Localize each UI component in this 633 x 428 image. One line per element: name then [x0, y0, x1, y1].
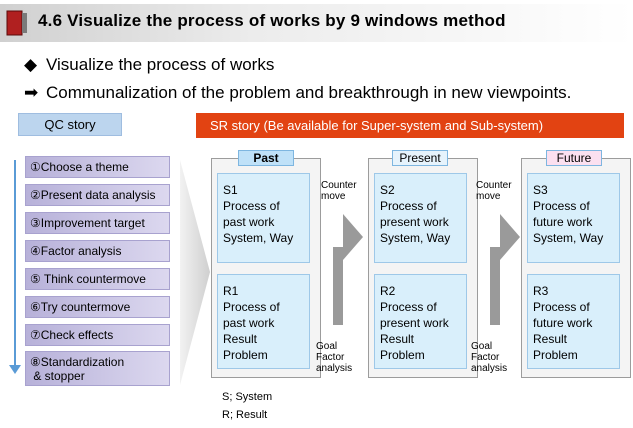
note-line: Counter	[321, 180, 357, 191]
note-line: move	[321, 191, 346, 202]
window-r1	[217, 274, 310, 369]
qc-step: ②Present data analysis	[25, 184, 170, 206]
column-title-future: Future	[546, 150, 602, 166]
note-line: Factor	[471, 352, 500, 363]
qc-step-line: & stopper	[30, 369, 85, 383]
column-title-past: Past	[238, 150, 294, 166]
qc-step: ⑤ Think countermove	[25, 268, 170, 290]
window-line: Process of	[223, 199, 280, 213]
window-id: S3	[533, 183, 548, 197]
window-line: past work	[223, 316, 275, 330]
goal-note	[316, 341, 352, 374]
qc-step: ①Choose a theme	[25, 156, 170, 178]
qc-step-standardization	[25, 351, 170, 386]
countermove-note	[476, 180, 512, 202]
note-line: Factor	[316, 352, 345, 363]
window-id: S2	[380, 183, 395, 197]
bullet-text: Communalization of the problem and breakthrough in new viewpoints.	[46, 83, 572, 102]
window-line: System, Way	[223, 231, 294, 245]
right-arrow-bullet-icon: ➡	[24, 83, 39, 102]
window-line: Process of	[533, 199, 590, 213]
window-line: Problem	[533, 348, 578, 362]
note-line: Counter	[476, 180, 512, 191]
diamond-bullet-icon: ◆	[24, 55, 38, 74]
window-r3	[527, 274, 620, 369]
goal-note	[471, 341, 507, 374]
bullet-visualize	[24, 55, 274, 75]
note-line: analysis	[316, 363, 353, 374]
qc-step: ⑦Check effects	[25, 324, 170, 346]
window-line: past work	[223, 215, 275, 229]
legend-result: R; Result	[222, 409, 268, 421]
qc-step: ④Factor analysis	[25, 240, 170, 262]
window-line: System, Way	[380, 231, 451, 245]
transition-arrow-icon	[180, 160, 210, 385]
note-line: move	[476, 191, 501, 202]
window-s1	[217, 173, 310, 263]
window-line: Problem	[223, 348, 268, 362]
window-line: Result	[223, 332, 258, 346]
book-icon	[6, 10, 28, 36]
window-line: future work	[533, 215, 593, 229]
window-line: present work	[380, 316, 449, 330]
bullet-communalization	[24, 83, 571, 103]
window-line: Process of	[380, 199, 437, 213]
window-line: Process of	[380, 300, 437, 314]
window-line: Result	[380, 332, 415, 346]
window-s3	[527, 173, 620, 263]
countermove-arrow-icon	[473, 200, 525, 325]
window-line: Process of	[223, 300, 280, 314]
window-id: R3	[533, 284, 549, 298]
window-line: System, Way	[533, 231, 604, 245]
window-id: S1	[223, 183, 238, 197]
window-id: R1	[223, 284, 239, 298]
note-line: Goal	[316, 341, 338, 352]
window-line: present work	[380, 215, 449, 229]
column-title-present: Present	[392, 150, 448, 166]
page-title: 4.6 Visualize the process of works by 9 windows method	[38, 11, 506, 30]
qc-step: ③Improvement target	[25, 212, 170, 234]
bullet-text: Visualize the process of works	[46, 55, 275, 74]
window-line: future work	[533, 316, 593, 330]
sr-story-label: SR story (Be available for Super-system and Sub-system)	[196, 113, 624, 138]
window-s2	[374, 173, 467, 263]
window-line: Process of	[533, 300, 590, 314]
qc-flow-arrow	[14, 160, 16, 368]
window-r2	[374, 274, 467, 369]
window-line: Result	[533, 332, 568, 346]
countermove-note	[321, 180, 357, 202]
qc-step-line: ⑧Standardization	[30, 355, 125, 369]
note-line: Goal	[471, 341, 493, 352]
qc-step: ⑥Try countermove	[25, 296, 170, 318]
qc-story-label: QC story	[18, 113, 122, 136]
countermove-arrow-icon	[316, 200, 368, 325]
window-line: Problem	[380, 348, 425, 362]
legend-system: S; System	[222, 391, 273, 403]
note-line: analysis	[471, 363, 508, 374]
window-id: R2	[380, 284, 396, 298]
down-arrow-icon	[9, 365, 21, 374]
